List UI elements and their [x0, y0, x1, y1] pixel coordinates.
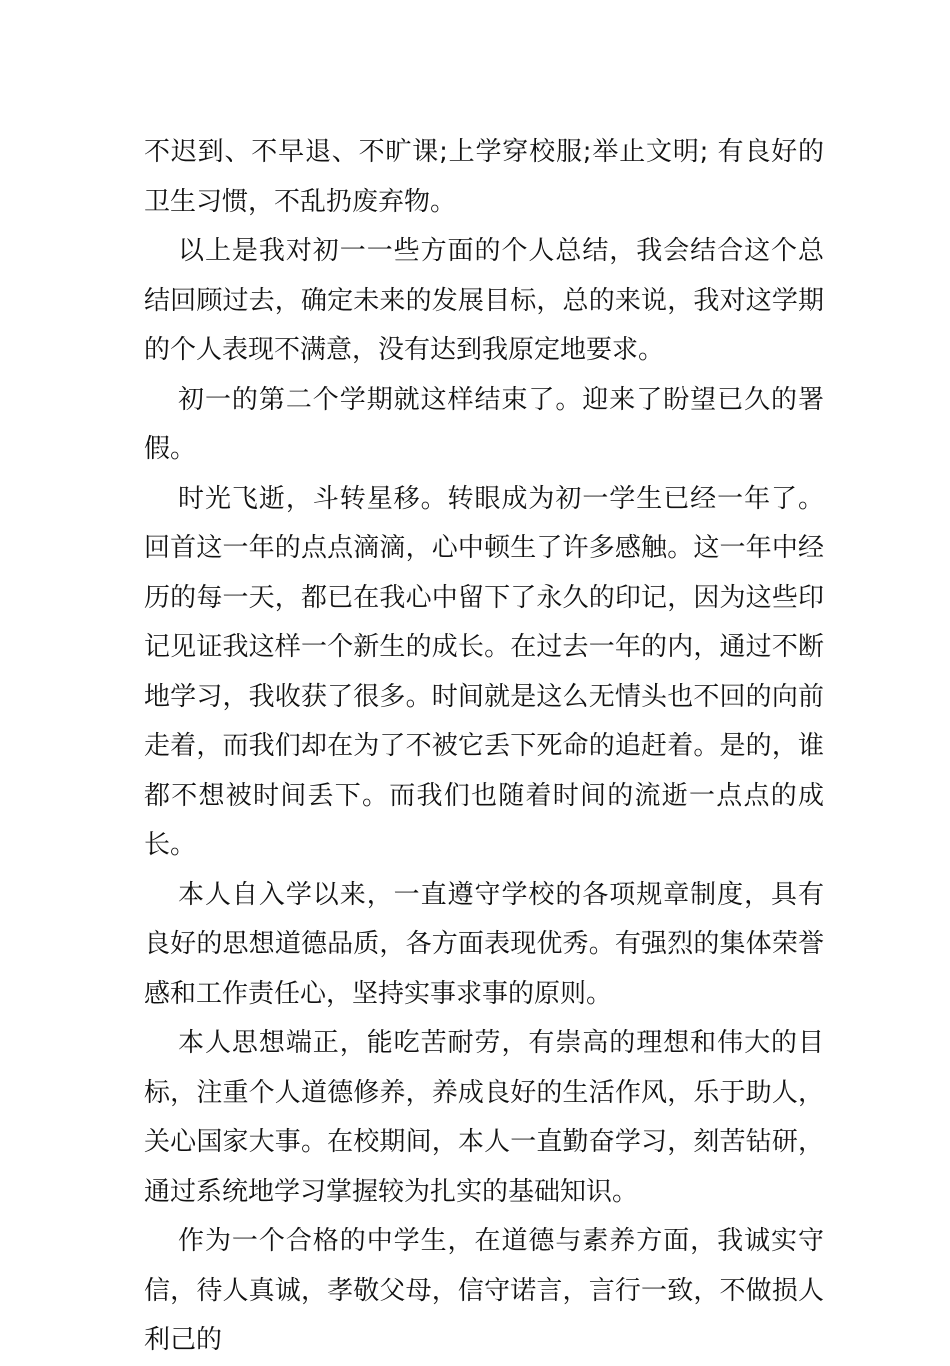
- paragraph-rules: 本人自入学以来，一直遵守学校的各项规章制度，具有良好的思想道德品质，各方面表现优秀。有强烈的集体荣誉感和工作责任心，坚持实事求事的原则。: [144, 879, 824, 1009]
- paragraph-continued: 不迟到、不早退、不旷课;上学穿校服;举止文明; 有良好的卫生习惯，不乱扔废弃物。: [144, 137, 824, 217]
- paragraph-morality: 作为一个合格的中学生，在道德与素养方面，我诚实守信，待人真诚，孝敬父母，信守诺言，言行一致，不做损人利己的: [144, 1226, 824, 1355]
- paragraph-summary: 以上是我对初一一些方面的个人总结，我会结合这个总结回顾过去，确定未来的发展目标，总的来说，我对这学期的个人表现不满意，没有达到我原定地要求。: [144, 236, 824, 365]
- paragraph-thinking: 本人思想端正，能吃苦耐劳，有崇高的理想和伟大的目标，注重个人道德修养，养成良好的生活作风，乐于助人，关心国家大事。在校期间，本人一直勤奋学习，刻苦钻研，通过系统地学习掌握较为扎实的基础知识。: [144, 1028, 824, 1207]
- paragraph-time-flies: 时光飞逝，斗转星移。转眼成为初一学生已经一年了。回首这一年的点点滴滴，心中顿生了许多感触。这一年中经历的每一天，都已在我心中留下了永久的印记，因为这些印记见证我这样一个新生的成长。在过去一年的内，通过不断地学习，我收获了很多。时间就是这么无情头也不回的向前走着，而我们却在为了不被它丢下死命的追赶着。是的，谁都不想被时间丢下。而我们也随着时间的流逝一点点的成长。: [144, 483, 824, 860]
- document-body: [144, 128, 824, 1366]
- paragraph-semester-end: 初一的第二个学期就这样结束了。迎来了盼望已久的署假。: [144, 384, 824, 464]
